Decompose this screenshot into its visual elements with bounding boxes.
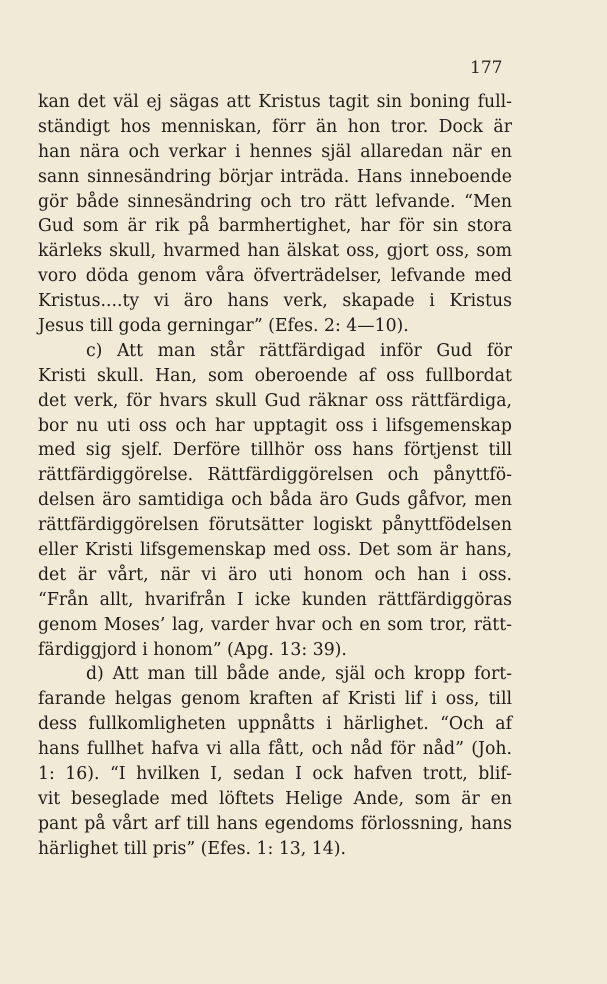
text-line: Kristus....ty vi äro hans verk, skapade i Kristus [38, 291, 512, 312]
text-line: farande helgas genom kraften af Kristi lif i oss, till [38, 689, 512, 710]
text-line: bor nu uti oss och har upptagit oss i lifsgemenskap [38, 415, 512, 436]
text-line: eller Kristi lifsgemenskap med oss. Det som är hans, [38, 540, 512, 561]
text-line: ständigt hos menniskan, förr än hon tror. Dock är [38, 116, 512, 137]
text-line: genom Moses’ lag, varder hvar och en som tror, rätt- [38, 614, 512, 635]
body-text [38, 90, 512, 862]
text-line: “Från allt, hvarifrån I icke kunden rättfärdiggöras [38, 589, 512, 610]
text-line: kärleks skull, hvarmed han älskat oss, gjort oss, som [38, 241, 512, 262]
text-line: voro döda genom våra öfverträdelser, lefvande med [38, 266, 512, 287]
text-line: färdiggjord i honom” (Apg. 13: 39). [38, 639, 347, 660]
text-line: 1: 16). “I hvilken I, sedan I ock hafven trott, blif- [38, 764, 512, 785]
text-line: hans fullhet hafva vi alla fått, och nåd för nåd” (Joh. [38, 739, 512, 760]
text-line: Gud som är rik på barmhertighet, har för sin stora [38, 216, 512, 237]
text-line: delsen äro samtidiga och båda äro Guds gåfvor, men [38, 490, 512, 511]
text-line: med sig sjelf. Derföre tillhör oss hans förtjenst till [38, 440, 512, 461]
text-line: han nära och verkar i hennes själ allaredan när en [38, 141, 512, 162]
text-line: härlighet till pris” (Efes. 1: 13, 14). [38, 838, 347, 859]
text-line: kan det väl ej sägas att Kristus tagit sin boning full- [38, 92, 512, 112]
text-line: rättfärdiggörelsen förutsätter logiskt pånyttfödelsen [38, 515, 512, 536]
page-number: 177 [470, 58, 503, 78]
text-line: rättfärdiggörelse. Rättfärdiggörelsen och pånyttfö- [38, 465, 512, 486]
text-line: sann sinnesändring börjar inträda. Hans inneboende [38, 166, 512, 187]
text-line: det verk, för hvars skull Gud räknar oss rättfärdiga, [38, 390, 512, 411]
text-line: vit beseglade med löftets Helige Ande, som är en [38, 788, 512, 809]
paragraph-c-start: c) Att man står rättfärdigad inför Gud för [86, 340, 512, 361]
text-line: det är vårt, när vi äro uti honom och han i oss. [38, 564, 512, 585]
text-line: gör både sinnesändring och tro rätt lefvande. “Men [38, 191, 512, 212]
text-line: Jesus till goda gerningar” (Efes. 2: 4—10). [38, 316, 409, 337]
text-line: dess fullkomligheten uppnåtts i härlighet. “Och af [38, 714, 512, 735]
text-line: pant på vårt arf till hans egendoms förlossning, hans [38, 813, 512, 834]
paragraph-d-start: d) Att man till både ande, själ och kropp fort- [86, 664, 512, 685]
text-line: Kristi skull. Han, som oberoende af oss fullbordat [38, 365, 512, 386]
